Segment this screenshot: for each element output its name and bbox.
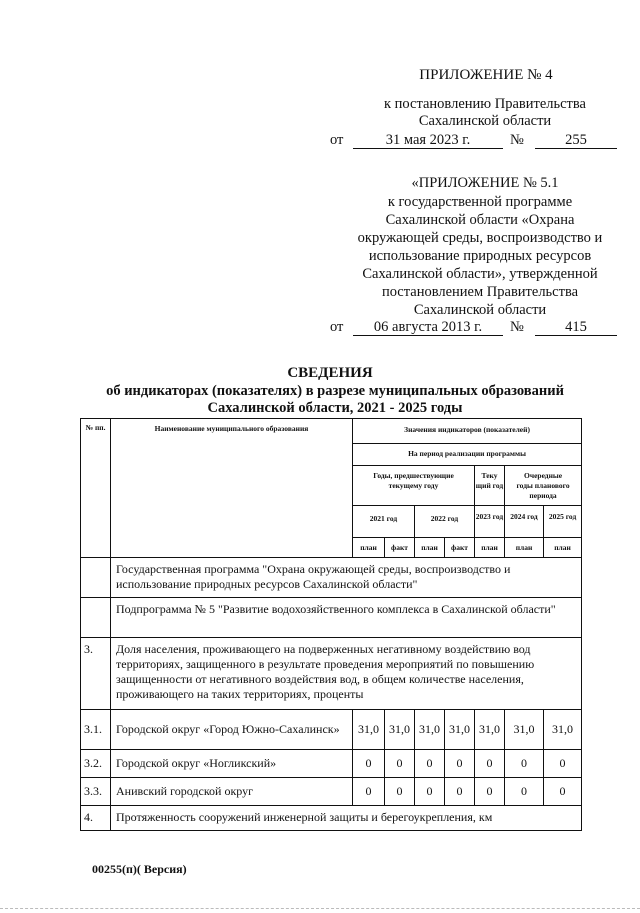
appendix-number: 255 — [565, 132, 587, 148]
heading-title: СВЕДЕНИЯ — [287, 365, 373, 381]
year-2024: 2024 год — [505, 506, 544, 538]
heading-line1: об индикаторах (показателях) в разрезе муниципальных образований — [106, 383, 564, 399]
row-value: 0 — [385, 778, 415, 806]
table-row — [81, 806, 582, 831]
row-num: 4. — [81, 806, 111, 831]
table-row — [81, 710, 582, 750]
subcol-plan: план — [544, 538, 582, 558]
year-2021: 2021 год — [353, 506, 415, 538]
row-value: 0 — [475, 750, 505, 778]
row-value: 0 — [505, 750, 544, 778]
appendix2-line-6: Сахалинской области — [413, 302, 547, 318]
appendix2-num-label: № — [510, 319, 524, 335]
appendix2-title: «ПРИЛОЖЕНИЕ № 5.1 — [411, 175, 559, 191]
row-value: 31,0 — [505, 710, 544, 750]
indicators-table — [80, 418, 582, 831]
col-next-header: Очередные годы планового периода — [505, 466, 582, 506]
subcol-plan: план — [475, 538, 505, 558]
row-value: 0 — [415, 778, 445, 806]
appendix2-line-5: постановлением Правительства — [381, 284, 579, 300]
page-edge-line — [0, 908, 640, 909]
year-2023: 2023 год — [475, 506, 505, 538]
appendix2-line-0: к государственной программе — [387, 194, 573, 210]
row-value: 0 — [475, 778, 505, 806]
row-value: 0 — [445, 778, 475, 806]
appendix-title: ПРИЛОЖЕНИЕ № 4 — [419, 67, 553, 83]
appendix2-line-3: использование природных ресурсов — [368, 248, 592, 264]
subcol-plan: план — [505, 538, 544, 558]
appendix2-line-1: Сахалинской области «Охрана — [385, 212, 575, 228]
program-row: Государственная программа "Охрана окружающей среды, воспроизводство и использование природных ресурсов Сахалинской области" — [111, 558, 582, 598]
row-value: 0 — [353, 778, 385, 806]
col-current-header: Теку щий год — [475, 466, 505, 506]
row-name: Городской округ «Ногликский» — [111, 750, 353, 778]
row-value: 0 — [544, 750, 582, 778]
appendix2-line-2: окружающей среды, воспроизводство и — [357, 230, 603, 246]
table-row — [81, 750, 582, 778]
row-value: 0 — [385, 750, 415, 778]
heading-line2: Сахалинской области, 2021 - 2025 годы — [207, 400, 463, 416]
row-num: 3.3. — [81, 778, 111, 806]
appendix-date: 31 мая 2023 г. — [385, 132, 471, 148]
appendix-line1: к постановлению Правительства — [384, 96, 586, 112]
row-name: Анивский городской округ — [111, 778, 353, 806]
row-value: 0 — [445, 750, 475, 778]
table-row — [81, 778, 582, 806]
col-prev-header: Годы, предшествующие текущему году — [353, 466, 475, 506]
subcol-plan: план — [415, 538, 445, 558]
row-num: 3. — [81, 638, 111, 710]
row-value: 0 — [544, 778, 582, 806]
row-name: Городской округ «Город Южно-Сахалинск» — [111, 710, 353, 750]
col-name-header: Наименование муниципального образования — [111, 419, 353, 558]
row-name: Протяженность сооружений инженерной защиты и берегоукрепления, км — [111, 806, 582, 831]
subcol-fact: факт — [385, 538, 415, 558]
col-num-header: № пп. — [81, 419, 111, 558]
subprogram-row: Подпрограмма № 5 "Развитие водохозяйственного комплекса в Сахалинской области" — [111, 598, 582, 638]
appendix-from-label: от — [330, 132, 344, 148]
row-num: 3.1. — [81, 710, 111, 750]
subcol-plan: план — [353, 538, 385, 558]
appendix-num-label: № — [510, 132, 524, 148]
row-value: 0 — [505, 778, 544, 806]
row-num: 3.2. — [81, 750, 111, 778]
year-2025: 2025 год — [544, 506, 582, 538]
row-value: 31,0 — [544, 710, 582, 750]
row-value: 31,0 — [445, 710, 475, 750]
row-name: Доля населения, проживающего на подверженных негативному воздействию вод территориях, защищенного в результате проведения мероприятий по повышению защищенности от негативного воздействия вод, в общем количестве населения, проживающего на таких территориях, проценты — [111, 638, 582, 710]
appendix-line2: Сахалинской области — [418, 113, 552, 129]
appendix2-number: 415 — [565, 319, 587, 335]
row-value: 31,0 — [475, 710, 505, 750]
subcol-fact: факт — [445, 538, 475, 558]
row-value: 0 — [353, 750, 385, 778]
year-2022: 2022 год — [415, 506, 475, 538]
footer-version: 00255(п)( Версия) — [92, 862, 187, 876]
row-value: 31,0 — [415, 710, 445, 750]
col-period-header: На период реализации программы — [353, 444, 582, 466]
table-row — [81, 638, 582, 710]
col-values-header: Значения индикаторов (показателей) — [353, 419, 582, 444]
appendix2-date: 06 августа 2013 г. — [373, 319, 483, 335]
appendix2-from-label: от — [330, 319, 344, 335]
appendix2-line-4: Сахалинской области», утвержденной — [362, 266, 598, 282]
row-value: 31,0 — [385, 710, 415, 750]
row-value: 0 — [415, 750, 445, 778]
row-value: 31,0 — [353, 710, 385, 750]
